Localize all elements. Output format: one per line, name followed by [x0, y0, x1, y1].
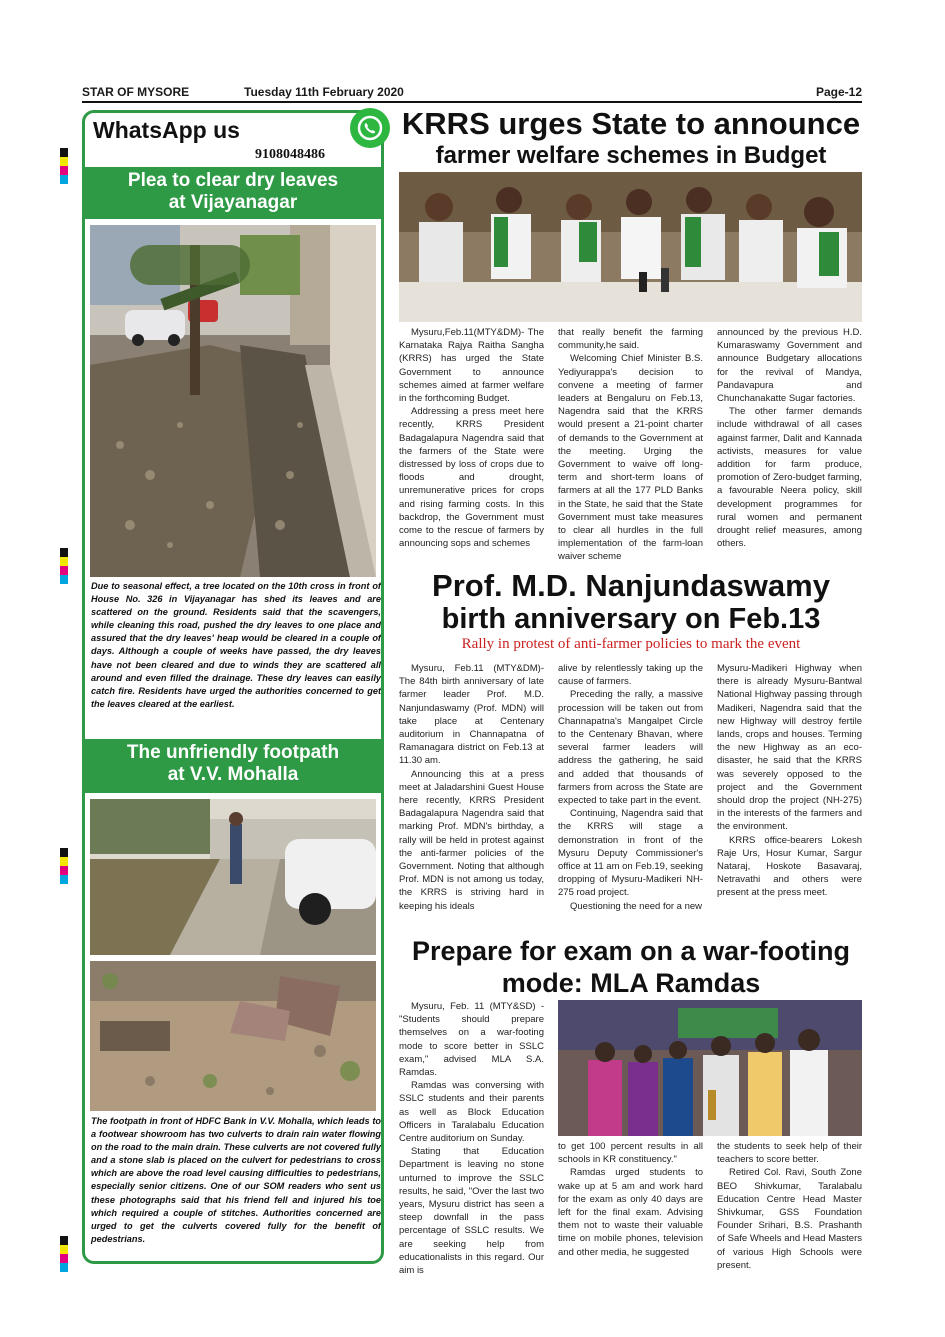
- prof-column-3: [717, 662, 862, 900]
- story2-caption: The footpath in front of HDFC Bank in V.V. Mohalla, which leads to a footwear showroom has two culverts to drain rain water flowing on the road to the main drain. These culverts are not covered fully and a stone slab is placed on the culvert for pedestrians to cross which are above the road level causing difficulties to pedestrians, especially senior citizens. One of our SOM readers who sent us these photographs said that his friend fell and injured his toe which required a couple of stitches. Authorities concerned are urged to get the culverts covered fully for the benefit of pedestrians.: [91, 1116, 381, 1244]
- exam-event-photo: [558, 1000, 862, 1136]
- exam-column-3: [717, 1140, 862, 1272]
- prof-column-1: [399, 662, 544, 913]
- whatsapp-title: WhatsApp us: [93, 117, 240, 143]
- prof-col2-para: Questioning the need for a new: [570, 900, 703, 912]
- masthead-rule: [82, 101, 862, 103]
- exam-col1-para: Ramdas was conversing with SSLC students and their parents as well as Block Education Officers in Taralabalu Education Centre auditorium on Sunday.: [399, 1080, 544, 1145]
- exam-col2-para: Ramdas urged students to wake up at 5 am and work hard for the exam as only 40 days are left for the final exam. Advising them not to waste their valuable time on mobile phones, television and other media, he suggested: [558, 1167, 703, 1258]
- prof-col2-para: Preceding the rally, a massive procession will be taken out from Channapatna's Mangalpet Circle to the Centenary Bhavan, where several farmer leaders will address the gathering, he said and added that thousands of farmers from across the State are expected to take part in the event.: [558, 689, 703, 807]
- story1-title-line1: Plea to clear dry leaves: [127, 170, 339, 191]
- registration-marks: [60, 148, 68, 184]
- registration-marks: [60, 548, 68, 584]
- footpath-photo-2: [90, 961, 376, 1111]
- krrs-column-1: [399, 326, 544, 550]
- prof-col1-para: Announcing this at a press meet at Jaladarshini Guest House here recently, KRRS President Badagalapura Nagendra said that marking Prof. MDN's birthday, a rally will be held in protest against the anti-farmer policies of the Government. Noting that although Prof. MDN is not among us today, the KRRS is striving hard in keeping his ideals: [399, 768, 544, 912]
- krrs-col3-para: announced by the previous H.D. Kumaraswamy Government and announce Budgetary allocations for the revival of Mandya, Pandavapura and Chunchanakatte Sugar factories.: [717, 327, 862, 405]
- exam-col1-para: Stating that Education Department is leaving no stone unturned to improve the SSLC results, he said, "Over the last two years, Mysuru district has seen a steep downfall in the pass percentage of SSLC results. We are seeking help from educationalists in this regard. Our aim is: [399, 1146, 544, 1277]
- krrs-col2-para: that really benefit the farming community,he said.: [558, 327, 703, 352]
- exam-headline-line1: Prepare for exam on a war-footing: [411, 936, 851, 966]
- prof-headline-line2: birth anniversary on Feb.13: [441, 603, 821, 635]
- story2-title-line1: The unfriendly footpath: [126, 742, 340, 763]
- prof-headline-line1: Prof. M.D. Nanjundaswamy: [432, 568, 830, 603]
- page-number: Page-12: [815, 85, 862, 99]
- exam-column-1: [399, 1000, 544, 1277]
- krrs-col1-para: Addressing a press meet here recently, KRRS President Badagalapura Nagendra said that the farmers of the State were distressed by loss of crops due to floods and drought, unremunerative prices for crops and rising farming costs. In this backdrop, the Government must come to the rescue of farmers by announcing sops and schemes: [399, 406, 544, 550]
- registration-marks: [60, 1236, 68, 1272]
- paper-name: STAR OF MYSORE: [82, 85, 190, 99]
- krrs-column-3: [717, 326, 862, 550]
- krrs-headline-line1: KRRS urges State to announce: [401, 106, 861, 141]
- whatsapp-icon: [350, 108, 390, 148]
- prof-col1-para: Mysuru, Feb.11 (MTY&DM)- The 84th birth anniversary of late farmer leader Prof. M.D. Nanjundaswamy (Prof. MDN) will take place at Centenary auditorium in Channapatna of Ramanagara district on Feb.13 at 11.30 am.: [399, 663, 544, 767]
- krrs-col2-para: Welcoming Chief Minister B.S. Yediyurappa's decision to convene a meeting of farmer leaders at Bengaluru on Feb.13, Nagendra said that the KRRS would present a 21-point charter of demands to the Government at the meeting. Urging the Government to waive off long-term and short-term loans of farmers at all the 177 PLD Banks in the State, he said that the State Government must take measures to clear all hurdles in the full implementation of the farm-loan waiver scheme: [558, 353, 703, 563]
- krrs-col3-para: The other farmer demands include withdrawal of all cases against farmer, Dalit and Kannada activists, measures for value addition for farm produce, promotion of Zero-budget farming, a favourable Neera policy, skill development programmes for rural women and permanent drought relief measures, among others.: [717, 406, 862, 550]
- exam-headline-line2: mode: MLA Ramdas: [501, 968, 761, 998]
- krrs-headline-line2: farmer welfare schemes in Budget: [435, 142, 827, 169]
- story1-caption: Due to seasonal effect, a tree located on the 10th cross in front of House No. 326 in Vijayanagar has shed its leaves and are scattered on the ground. Residents said that the scavengers, while cleaning this road, pushed the dry leaves to one place and assured that the dry leaves' heap would be cleared in a couple of days. Although a couple of weeks have passed, the dry leaves have not been cleared and due to winds they are scattered all around and even filled the drainage. These dry leaves can easily catch fire. Residents have urged the authorities concerned to get the leaves cleared at the earliest.: [91, 581, 381, 709]
- masthead: [82, 82, 862, 102]
- footpath-photo-1: [90, 799, 376, 955]
- exam-col3-para: the students to seek help of their teachers to score better.: [717, 1141, 862, 1166]
- exam-column-2: [558, 1140, 703, 1259]
- dry-leaves-photo: [90, 225, 376, 577]
- prof-column-2: [558, 662, 703, 913]
- prof-col2-para: alive by relentlessly taking up the cause of farmers.: [558, 663, 703, 688]
- prof-col2-para: Continuing, Nagendra said that the KRRS will stage a demonstration in front of the Mysuru Deputy Commissioner's office at 11 am on Feb.19, seeking dropping of Mysuru-Madikeri NH-275 road project.: [558, 808, 703, 899]
- story1-title: [85, 167, 381, 219]
- exam-col2-para: to get 100 percent results in all schools in KR constituency.": [558, 1141, 703, 1166]
- story2-title: [85, 739, 381, 793]
- krrs-column-2: [558, 326, 703, 564]
- whatsapp-number: 9108048486: [255, 147, 325, 162]
- krrs-press-meet-photo: [399, 172, 862, 322]
- registration-marks: [60, 848, 68, 884]
- prof-kicker: Rally in protest of anti-farmer policies to mark the event: [461, 636, 801, 652]
- krrs-col1-para: Mysuru,Feb.11(MTY&DM)- The Karnataka Rajya Raitha Sangha (KRRS) has urged the State Government to announce schemes aimed at farmer welfare in the forthcoming Budget.: [399, 327, 544, 405]
- issue-date: Tuesday 11th February 2020: [244, 85, 404, 99]
- prof-col3-para: KRRS office-bearers Lokesh Raje Urs, Hosur Kumar, Sargur Nataraj, Hoskote Basavaraj, Netravathi and others were present at the press meet.: [717, 834, 862, 899]
- sidebar-box: [82, 110, 384, 1264]
- exam-col3-para: Retired Col. Ravi, South Zone BEO Shivkumar, Taralabalu Education Centre Head Master Shivkumar, GSS Foundation Founder Srihari, B.S. Prashanth of Safe Wheels and Head Masters of various High Schools were present.: [717, 1167, 862, 1271]
- story2-title-line2: at V.V. Mohalla: [167, 764, 299, 785]
- prof-col3-para: Mysuru-Madikeri Highway when there is already Mysuru-Bantwal National Highway passing through Madikeri, Nagendra said that the new Highway will destroy fertile lands, crops and houses. Terming the new Highway as an eco-disaster, he said that the KRRS was severely opposed to the project and the Government should drop the project (NH-275) in the interests of the farmers and the environment.: [717, 663, 862, 833]
- exam-col1-para: Mysuru, Feb. 11 (MTY&SD) - "Students should prepare themselves on a war-footing mode to score better in SSLC exam," advised MLA S.A. Ramdas.: [399, 1001, 544, 1079]
- story1-title-line2: at Vijayanagar: [168, 192, 298, 213]
